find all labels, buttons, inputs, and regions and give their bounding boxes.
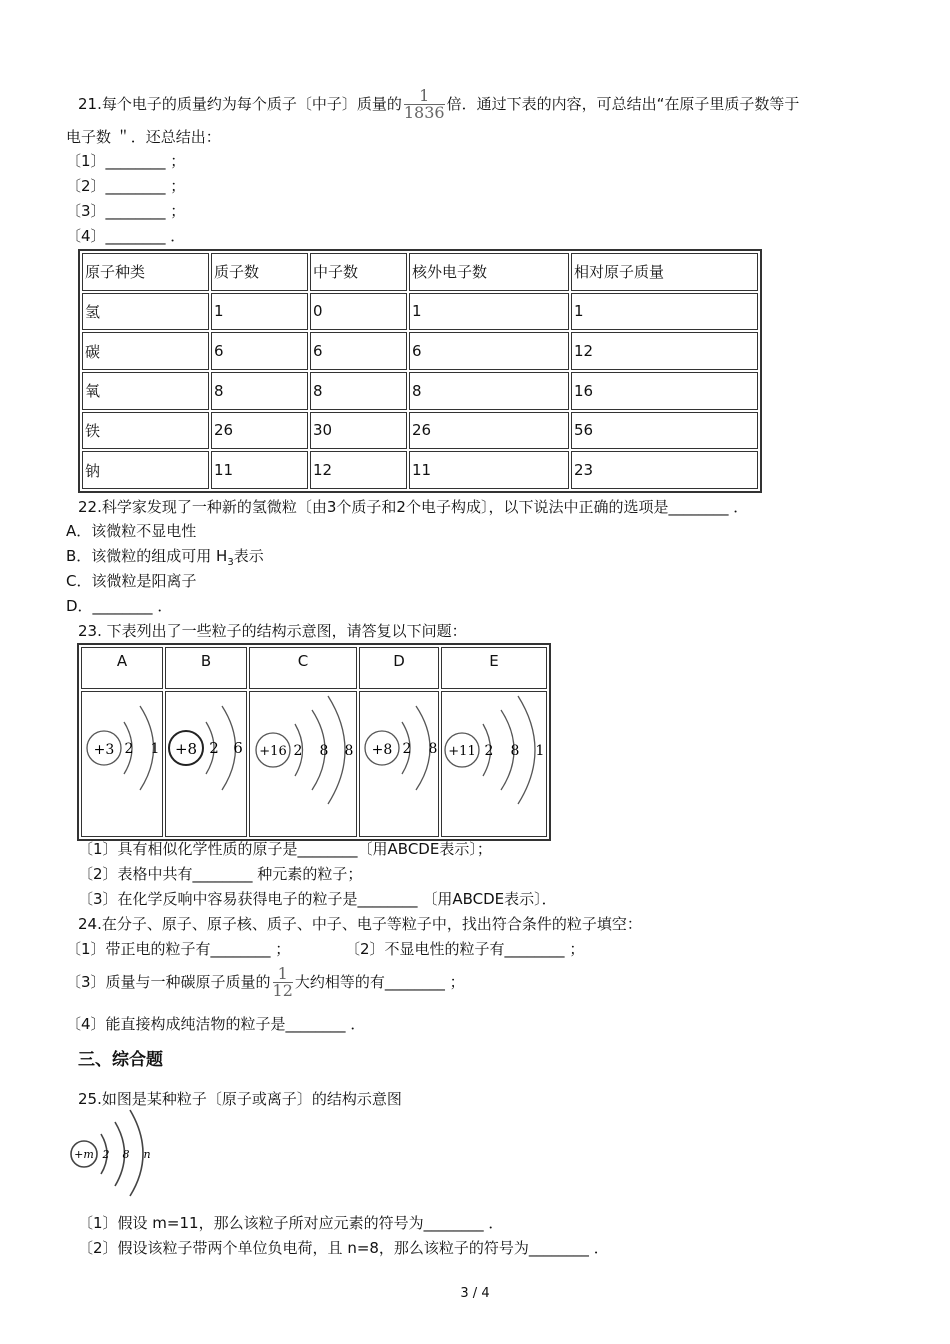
header-b: B [165, 647, 247, 689]
table-cell: 26 [211, 412, 308, 450]
table-row [82, 412, 758, 450]
table-cell: 钠 [82, 451, 209, 489]
q25-shell-3: n [143, 1148, 151, 1161]
table-cell: 8 [409, 372, 569, 410]
q25-shell-1: 2 [102, 1148, 110, 1161]
q24-frac-den: 12 [272, 981, 293, 1000]
atom-table-header [82, 253, 758, 291]
nucleus-label-c: +16 [259, 744, 287, 759]
table-cell: 11 [211, 451, 308, 489]
page-number: 3 / 4 [460, 1286, 490, 1301]
diagram-cell-e [441, 691, 547, 837]
q23-item-1: 〔1〕具有相似化学性质的原子是________〔用ABCDE表示〕； [78, 840, 492, 858]
header-d: D [359, 647, 439, 689]
structure-table-header [81, 647, 547, 689]
q25-shell-2: 8 [122, 1148, 130, 1161]
q23-item-3: 〔3〕在化学反响中容易获得电子的粒子是________ 〔用ABCDE表示〕． [78, 890, 557, 908]
shell-label-d-2: 8 [428, 741, 438, 757]
table-cell: 6 [310, 332, 407, 370]
table-cell: 氢 [82, 293, 209, 331]
header-e: E [441, 647, 547, 689]
diagram-cell-c [249, 691, 357, 837]
nucleus-label-d: +8 [371, 742, 393, 758]
header-atom-type: 原子种类 [82, 253, 209, 291]
table-cell: 1 [571, 293, 758, 331]
q24-frac-num: 1 [273, 966, 293, 983]
table-cell: 6 [211, 332, 308, 370]
nucleus-label-b: +8 [174, 740, 198, 758]
shell-label-c-1: 2 [293, 743, 303, 759]
q24-item-1: 〔1〕带正电的粒子有________ ； [66, 940, 291, 958]
table-cell: 23 [571, 451, 758, 489]
atom-diagram-e [442, 692, 546, 832]
q24-item3-post: 大约相等的有________ ； [294, 973, 465, 991]
q25-diagram [66, 1108, 162, 1198]
header-a: A [81, 647, 163, 689]
shell-label-d-1: 2 [402, 741, 412, 757]
table-cell: 6 [409, 332, 569, 370]
q21-lead: 21.每个电子的质量约为每个质子〔中子〕质量的 [78, 95, 402, 113]
atom-diagram-a [82, 692, 162, 832]
q21-frac-den: 1836 [403, 103, 445, 122]
atom-diagram-d [360, 692, 438, 832]
atom-table [78, 249, 762, 493]
q25-nucleus-label: +m [74, 1148, 94, 1161]
diagram-cell-d [359, 691, 439, 837]
table-cell: 1 [409, 293, 569, 331]
q22-option-b [66, 546, 264, 573]
atom-diagram-c [250, 692, 356, 832]
q22-option-c: C．该微粒是阳离子 [66, 572, 197, 590]
q22-option-b-sub: 3 [227, 557, 234, 568]
table-cell: 铁 [82, 412, 209, 450]
header-electrons: 核外电子数 [409, 253, 569, 291]
q21-item-3: 〔3〕________ ； [66, 202, 186, 220]
table-cell: 12 [571, 332, 758, 370]
nucleus-label-a: +3 [93, 742, 115, 758]
table-cell: 0 [310, 293, 407, 331]
shell-label-e-3: 1 [535, 743, 545, 759]
q22-option-b-post: 表示 [233, 547, 264, 565]
table-cell: 12 [310, 451, 407, 489]
q22-stem: 22.科学家发现了一种新的氢微粒〔由3个质子和2个电子构成〕，以下说法中正确的选项是________ ． [78, 498, 749, 516]
diagram-cell-a [81, 691, 163, 837]
q21-stem-line2: 电子数 ＂．还总结出： [66, 128, 221, 146]
table-cell: 26 [409, 412, 569, 450]
header-relative-mass: 相对原子质量 [571, 253, 758, 291]
shell-label-c-2: 8 [319, 743, 329, 759]
q21-frac-num: 1 [404, 88, 445, 105]
structure-table-diagrams [81, 691, 547, 837]
table-row [82, 293, 758, 331]
diagram-cell-b [165, 691, 247, 837]
atom-diagram-b [166, 692, 246, 832]
table-cell: 碳 [82, 332, 209, 370]
q21-item-4: 〔4〕________ ． [66, 227, 186, 245]
table-cell: 30 [310, 412, 407, 450]
table-row [82, 372, 758, 410]
section-title: 三、综合题 [78, 1050, 163, 1070]
table-cell: 16 [571, 372, 758, 410]
table-cell: 1 [211, 293, 308, 331]
table-row [82, 451, 758, 489]
q21-stem-line1 [78, 88, 799, 121]
shell-label-a-1: 2 [124, 741, 134, 757]
shell-label-b-1: 2 [209, 739, 219, 757]
q25-item-2: 〔2〕假设该粒子带两个单位负电荷，且 n=8，那么该粒子的符号为________ ． [78, 1239, 609, 1257]
nucleus-label-e: +11 [448, 744, 476, 759]
q22-option-d: D．________ ． [66, 597, 173, 615]
table-cell: 56 [571, 412, 758, 450]
shell-label-c-3: 8 [344, 743, 354, 759]
q25-stem: 25.如图是某种粒子〔原子或离子〕的结构示意图 [78, 1090, 402, 1108]
table-row [82, 332, 758, 370]
q24-fraction [273, 966, 293, 999]
q24-stem: 24.在分子、原子、原子核、质子、中子、电子等粒子中，找出符合条件的粒子填空： [78, 915, 642, 933]
table-cell: 11 [409, 451, 569, 489]
shell-label-e-2: 8 [510, 743, 520, 759]
q21-item-2: 〔2〕________ ； [66, 177, 186, 195]
q22-option-b-pre: B．该微粒的组成可用 H [66, 547, 228, 565]
table-cell: 氧 [82, 372, 209, 410]
table-cell: 8 [211, 372, 308, 410]
header-neutrons: 中子数 [310, 253, 407, 291]
q21-item-1: 〔1〕________ ； [66, 152, 186, 170]
q24-item3-pre: 〔3〕质量与一种碳原子质量的 [66, 973, 271, 991]
table-cell: 8 [310, 372, 407, 410]
structure-table [77, 643, 551, 841]
atom-diagram-q25 [66, 1108, 162, 1198]
q25-item-1: 〔1〕假设 m=11，那么该粒子所对应元素的符号为________ ． [78, 1214, 504, 1232]
q21-fraction [404, 88, 445, 121]
q24-item-3 [66, 966, 465, 999]
q23-item-2: 〔2〕表格中共有________ 种元素的粒子； [78, 865, 363, 883]
shell-label-a-2: 1 [150, 741, 160, 757]
shell-label-e-1: 2 [484, 743, 494, 759]
q24-item-4: 〔4〕能直接构成纯洁物的粒子是________ ． [66, 1015, 366, 1033]
q24-item-2: 〔2〕不显电性的粒子有________ ； [345, 940, 585, 958]
shell-label-b-2: 6 [233, 739, 243, 757]
header-c: C [249, 647, 357, 689]
q21-tail: 倍．通过下表的内容，可总结出“在原子里质子数等于 [446, 95, 800, 113]
header-protons: 质子数 [211, 253, 308, 291]
q22-option-a: A．该微粒不显电性 [66, 522, 197, 540]
q23-stem: 23. 下表列出了一些粒子的结构示意图，请答复以下问题： [78, 622, 467, 640]
